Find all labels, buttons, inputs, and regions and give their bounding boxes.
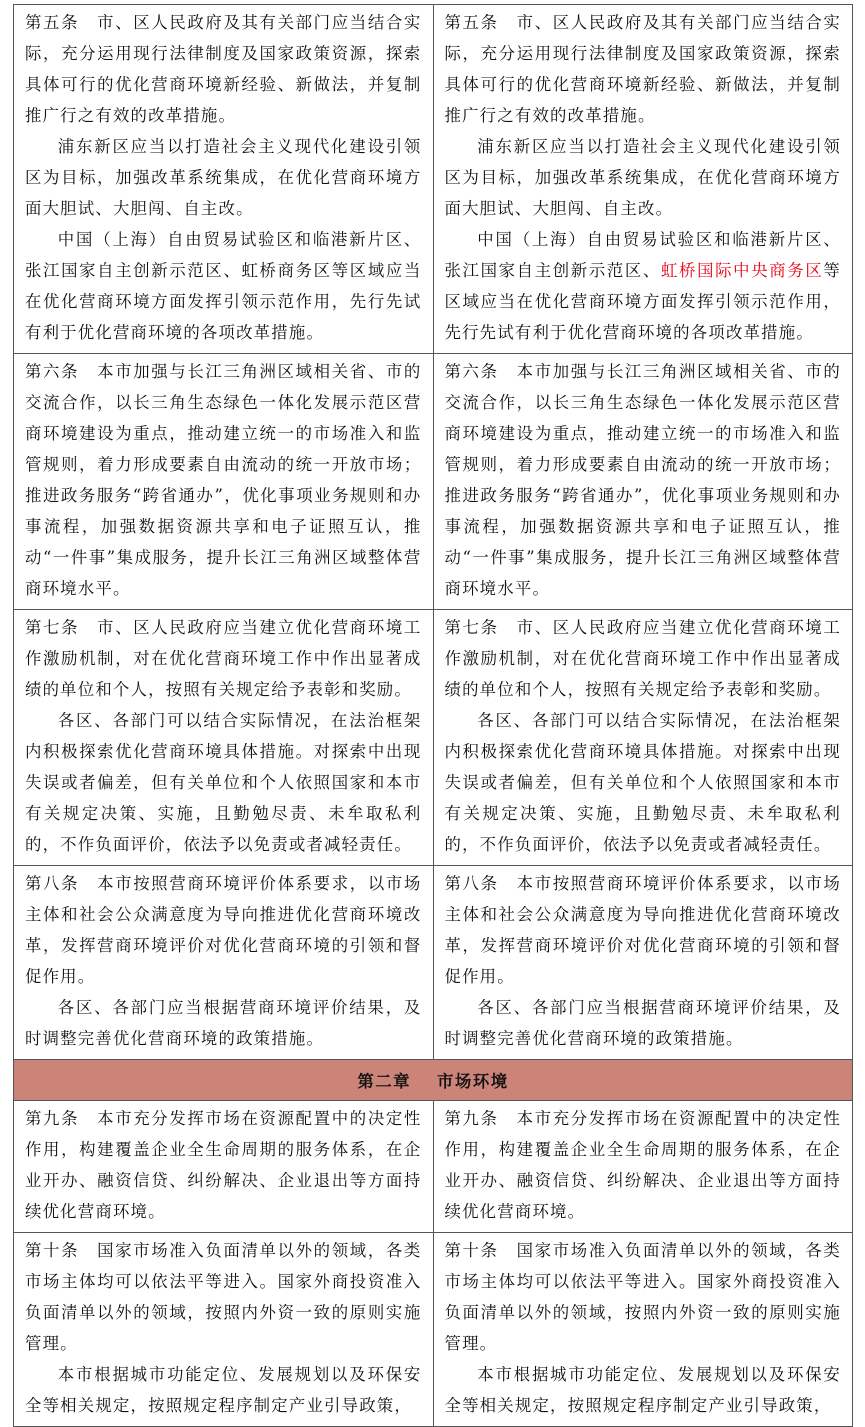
left-cell <box>14 866 434 1060</box>
comparison-table <box>13 4 853 1427</box>
right-cell <box>433 1101 853 1233</box>
right-cell <box>433 5 853 354</box>
article-paragraph: 各区、各部门应当根据营商环境评价结果，及时调整完善优化营商环境的政策措施。 <box>444 998 841 1048</box>
left-cell <box>14 1101 434 1233</box>
right-cell <box>433 610 853 866</box>
left-cell <box>14 610 434 866</box>
article-paragraph: 第八条 本市按照营商环境评价体系要求，以市场主体和社会公众满意度为导向推进优化营商环境改革，发挥营商环境评价对优化营商环境的引领和督促作用。 <box>25 874 422 986</box>
article-paragraph: 浦东新区应当以打造社会主义现代化建设引领区为目标，加强改革系统集成，在优化营商环境方面大胆试、大胆闯、自主改。 <box>444 137 841 218</box>
chapter-header-row <box>14 1060 853 1101</box>
left-cell <box>14 1233 434 1427</box>
article-paragraph: 中国（上海）自由贸易试验区和临港新片区、张江国家自主创新示范区、虹桥商务区等区域应当在优化营商环境方面发挥引领示范作用，先行先试有利于优化营商环境的各项改革措施。 <box>25 230 422 342</box>
article-paragraph: 第七条 市、区人民政府应当建立优化营商环境工作激励机制，对在优化营商环境工作中作出显著成绩的单位和个人，按照有关规定给予表彰和奖励。 <box>25 618 422 699</box>
article-paragraph: 本市根据城市功能定位、发展规划以及环保安全等相关规定，按照规定程序制定产业引导政策， <box>25 1365 422 1415</box>
right-cell <box>433 866 853 1060</box>
article-paragraph: 第九条 本市充分发挥市场在资源配置中的决定性作用，构建覆盖企业全生命周期的服务体系，在企业开办、融资信贷、纠纷解决、企业退出等方面持续优化营商环境。 <box>444 1109 841 1221</box>
highlighted-change: 虹桥国际中央商务区 <box>661 261 824 280</box>
article-paragraph: 第五条 市、区人民政府及其有关部门应当结合实际，充分运用现行法律制度及国家政策资源，探索具体可行的优化营商环境新经验、新做法，并复制推广行之有效的改革措施。 <box>444 13 841 125</box>
article-paragraph: 第六条 本市加强与长江三角洲区域相关省、市的交流合作，以长三角生态绿色一体化发展示范区营商环境建设为重点，推动建立统一的市场准入和监管规则，着力形成要素自由流动的统一开放市场；推进政务服务“跨省通办”，优化事项业务规则和办事流程，加强数据资源共享和电子证照互认，推动“一件事”集成服务，提升长江三角洲区域整体营商环境水平。 <box>25 362 422 598</box>
article-paragraph: 第七条 市、区人民政府应当建立优化营商环境工作激励机制，对在优化营商环境工作中作出显著成绩的单位和个人，按照有关规定给予表彰和奖励。 <box>444 618 841 699</box>
table-row <box>14 610 853 866</box>
article-paragraph: 第十条 国家市场准入负面清单以外的领域，各类市场主体均可以依法平等进入。国家外商投资准入负面清单以外的领域，按照内外资一致的原则实施管理。 <box>25 1241 422 1353</box>
chapter-title: 市场环境 <box>437 1072 509 1091</box>
table-row <box>14 1233 853 1427</box>
article-paragraph: 本市根据城市功能定位、发展规划以及环保安全等相关规定，按照规定程序制定产业引导政策， <box>444 1365 841 1415</box>
article-paragraph: 第五条 市、区人民政府及其有关部门应当结合实际，充分运用现行法律制度及国家政策资源，探索具体可行的优化营商环境新经验、新做法，并复制推广行之有效的改革措施。 <box>25 13 422 125</box>
article-paragraph: 各区、各部门可以结合实际情况，在法治框架内积极探索优化营商环境具体措施。对探索中出现失误或者偏差，但有关单位和个人依照国家和本市有关规定决策、实施，且勤勉尽责、未牟取私利的，不作负面评价，依法予以免责或者减轻责任。 <box>25 711 422 854</box>
article-paragraph: 各区、各部门应当根据营商环境评价结果，及时调整完善优化营商环境的政策措施。 <box>25 998 422 1048</box>
article-paragraph: 第六条 本市加强与长江三角洲区域相关省、市的交流合作，以长三角生态绿色一体化发展示范区营商环境建设为重点，推动建立统一的市场准入和监管规则，着力形成要素自由流动的统一开放市场；推进政务服务“跨省通办”，优化事项业务规则和办事流程，加强数据资源共享和电子证照互认，推动“一件事”集成服务，提升长江三角洲区域整体营商环境水平。 <box>444 362 841 598</box>
right-cell <box>433 1233 853 1427</box>
chapter-number: 第二章 <box>357 1072 412 1091</box>
article-paragraph: 第九条 本市充分发挥市场在资源配置中的决定性作用，构建覆盖企业全生命周期的服务体系，在企业开办、融资信贷、纠纷解决、企业退出等方面持续优化营商环境。 <box>25 1109 422 1221</box>
table-row <box>14 866 853 1060</box>
article-paragraph <box>445 224 842 348</box>
table-row <box>14 354 853 610</box>
article-paragraph: 第十条 国家市场准入负面清单以外的领域，各类市场主体均可以依法平等进入。国家外商投资准入负面清单以外的领域，按照内外资一致的原则实施管理。 <box>444 1241 841 1353</box>
left-cell <box>14 354 434 610</box>
table-row <box>14 1101 853 1233</box>
article-paragraph: 第八条 本市按照营商环境评价体系要求，以市场主体和社会公众满意度为导向推进优化营商环境改革，发挥营商环境评价对优化营商环境的引领和督促作用。 <box>444 874 841 986</box>
chapter-heading <box>14 1060 853 1101</box>
left-cell <box>14 5 434 354</box>
article-paragraph: 各区、各部门可以结合实际情况，在法治框架内积极探索优化营商环境具体措施。对探索中出现失误或者偏差，但有关单位和个人依照国家和本市有关规定决策、实施，且勤勉尽责、未牟取私利的，不作负面评价，依法予以免责或者减轻责任。 <box>444 711 841 854</box>
right-cell <box>433 354 853 610</box>
text-segment: 中国（上海）自由贸易试验区和临港新片区、张江国家自主创新示范区、 <box>444 230 841 280</box>
table-row <box>14 5 853 354</box>
text-segment: 等区域应当在优化营商环境方面发挥引领示范作用，先行先试有利于优化营商环境的各项改革措施。 <box>444 261 841 342</box>
article-paragraph: 浦东新区应当以打造社会主义现代化建设引领区为目标，加强改革系统集成，在优化营商环境方面大胆试、大胆闯、自主改。 <box>25 137 422 218</box>
